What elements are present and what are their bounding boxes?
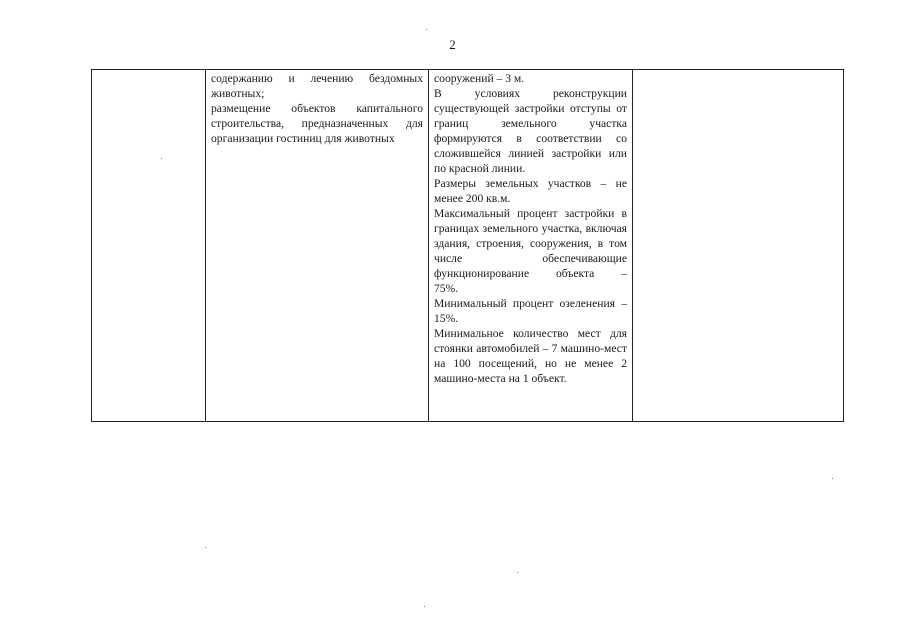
permitted-use-line-1: содержанию и лечению бездомных животных; [211,72,423,100]
regulation-table [91,69,844,422]
scan-speck [205,547,206,548]
parameter-plot-size: Размеры земельных участков – не менее 200 кв.м. [434,177,627,205]
table-cell-permitted-use [206,70,429,422]
scan-speck [517,572,518,573]
parameter-parking: Минимальное количество мест для стоянки автомобилей – 7 машино-мест на 100 посещений, но не менее 2 машино-места на 1 объект. [434,327,627,385]
page-number: 2 [449,37,456,52]
table-cell-parameters [429,70,633,422]
table-cell-empty-right [633,70,844,422]
parameter-min-greening: Минимальный процент озеленения – 15%. [434,297,627,325]
scan-speck [832,478,833,479]
parameter-reconstruction: В условиях реконструкции существующей застройки отступы от границ земельного участка формируются в соответствии со сложившейся линией застройки или по красной линии. [434,87,627,175]
scan-speck [426,29,427,30]
parameter-setback-end: сооружений – 3 м. [434,72,525,85]
table-cell-empty-left [92,70,206,422]
scan-speck [424,606,425,607]
table-row [92,70,844,422]
permitted-use-line-2: размещение объектов капитального строительства, предназначенных для организации гостиниц для животных [211,102,423,145]
scan-speck [161,158,162,159]
parameter-max-coverage: Максимальный процент застройки в границах земельного участка, включая здания, строения, сооружения, в том числе обеспечивающие функционирование объекта – [434,207,627,280]
parameter-max-coverage-value: 75%. [434,282,459,295]
